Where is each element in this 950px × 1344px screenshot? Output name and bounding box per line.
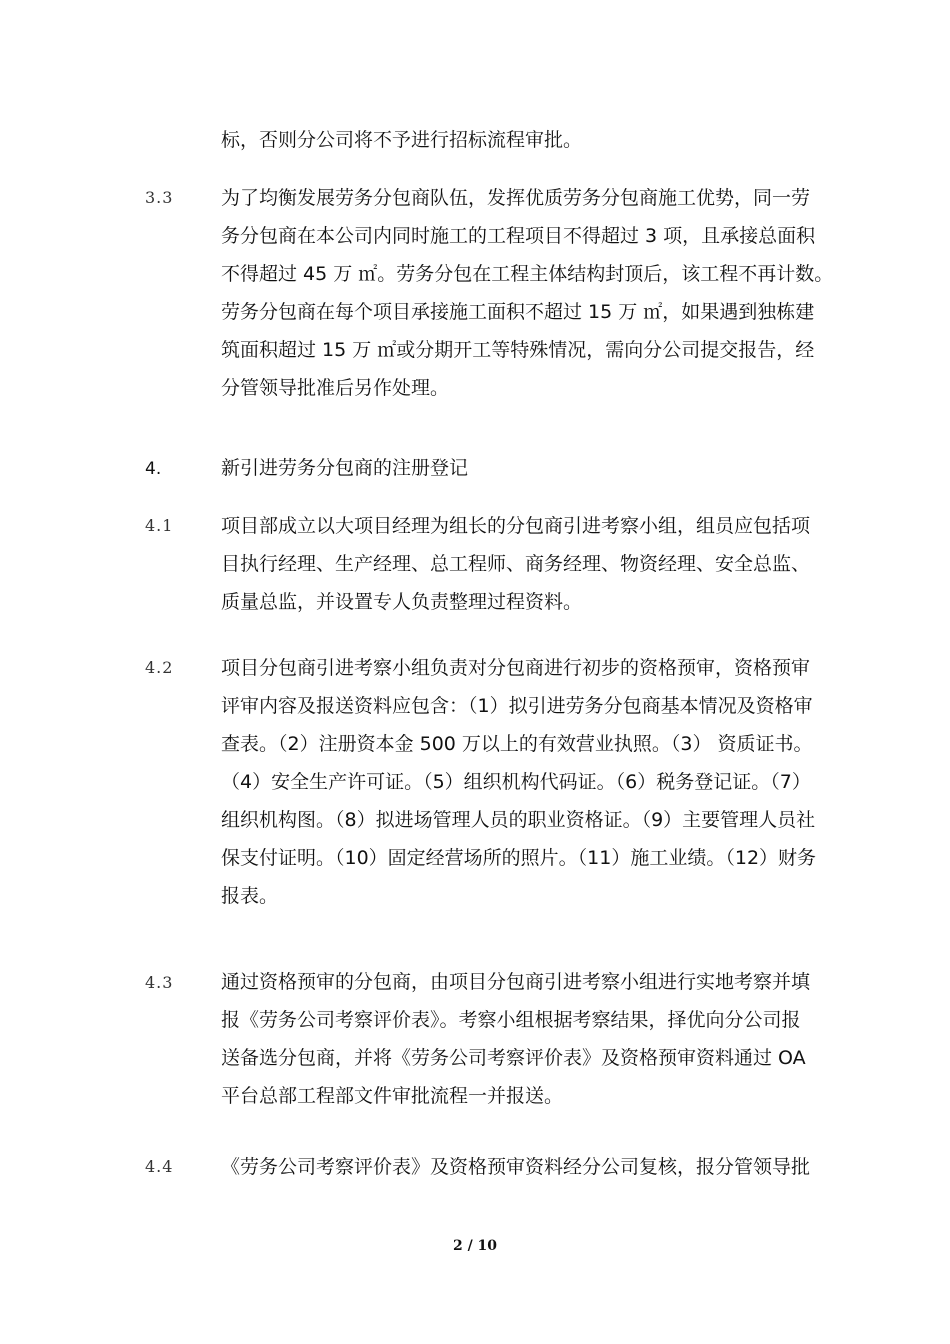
paragraph-line: 项目部成立以大项目经理为组长的分包商引进考察小组，组员应包括项 (221, 515, 811, 537)
paragraph-line: （4）安全生产许可证。（5）组织机构代码证。（6）税务登记证。（7） (221, 771, 811, 793)
section-number-4: 4. (145, 459, 162, 479)
paragraph-continuation (221, 121, 811, 159)
paragraph-line: 评审内容及报送资料应包含：（1）拟引进劳务分包商基本情况及资格审 (221, 695, 813, 717)
paragraph-line: 筑面积超过 15 万 ㎡或分期开工等特殊情况，需向分公司提交报告，经 (221, 339, 815, 361)
paragraph-line: 为了均衡发展劳务分包商队伍，发挥优质劳务分包商施工优势，同一劳 (221, 187, 811, 209)
paragraph-line: 平台总部工程部文件审批流程一并报送。 (221, 1085, 564, 1107)
paragraph-line: 质量总监，并设置专人负责整理过程资料。 (221, 591, 583, 613)
section-number-4-1: 4.1 (145, 516, 174, 535)
paragraph-line: 组织机构图。（8）拟进场管理人员的职业资格证。（9）主要管理人员社 (221, 809, 816, 831)
paragraph-line: 查表。（2）注册资本金 500 万以上的有效营业执照。（3） 资质证书。 (221, 733, 813, 755)
paragraph-line: 务分包商在本公司内同时施工的工程项目不得超过 3 项，且承接总面积 (221, 225, 816, 247)
paragraph-4-1 (221, 507, 811, 621)
heading-4 (221, 449, 811, 487)
paragraph-line: 《劳务公司考察评价表》及资格预审资料经分公司复核，报分管领导批 (221, 1156, 811, 1178)
paragraph-line: 劳务分包商在每个项目承接施工面积不超过 15 万 ㎡，如果遇到独栋建 (221, 301, 815, 323)
section-number-4-2: 4.2 (145, 658, 174, 677)
paragraph-line: 送备选分包商，并将《劳务公司考察评价表》及资格预审资料通过 OA (221, 1047, 806, 1069)
section-number-4-3: 4.3 (145, 973, 174, 992)
paragraph-line: 项目分包商引进考察小组负责对分包商进行初步的资格预审，资格预审 (221, 657, 811, 679)
paragraph-line: 保支付证明。（10）固定经营场所的照片。（11）施工业绩。（12）财务 (221, 847, 817, 869)
section-number-3-3: 3.3 (145, 188, 174, 207)
section-number-4-4: 4.4 (145, 1157, 174, 1176)
paragraph-4-2 (221, 649, 817, 915)
page-indicator: 2 / 10 (452, 1238, 498, 1254)
paragraph-4-4 (221, 1148, 811, 1186)
paragraph-line: 报《劳务公司考察评价表》。考察小组根据考察结果，择优向分公司报 (221, 1009, 801, 1031)
paragraph-line: 目执行经理、生产经理、总工程师、商务经理、物资经理、安全总监、 (221, 553, 811, 575)
paragraph-line: 不得超过 45 万 ㎡。劳务分包在工程主体结构封顶后，该工程不再计数。 (221, 263, 834, 285)
paragraph-line: 报表。 (221, 885, 279, 907)
paragraph-line: 分管领导批准后另作处理。 (221, 377, 450, 399)
paragraph-line: 通过资格预审的分包商，由项目分包商引进考察小组进行实地考察并填 (221, 971, 811, 993)
paragraph-3-3 (221, 179, 834, 407)
paragraph-4-3 (221, 963, 811, 1115)
section-heading: 新引进劳务分包商的注册登记 (221, 457, 469, 479)
paragraph-line: 标，否则分公司将不予进行招标流程审批。 (221, 129, 583, 151)
